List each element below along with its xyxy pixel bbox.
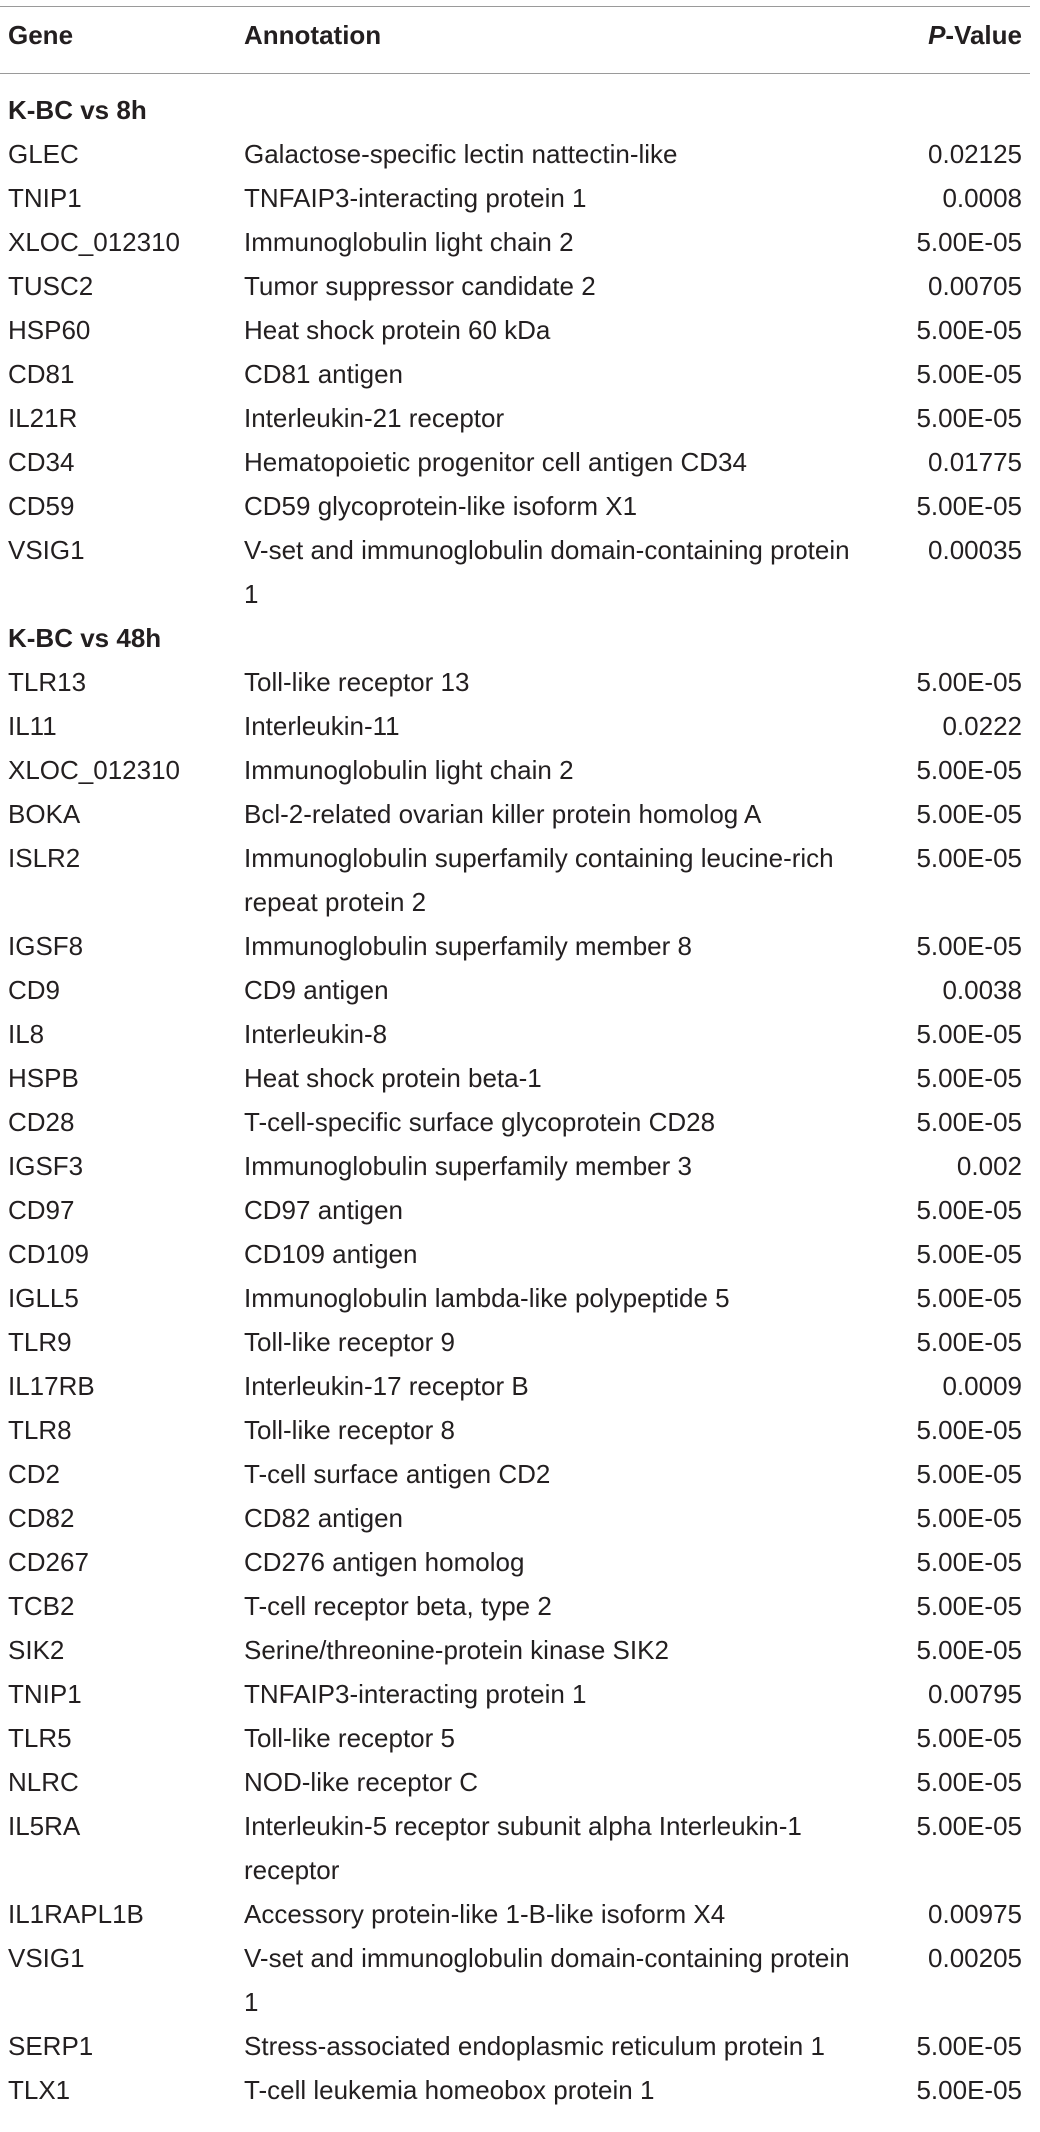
annotation-cell: CD276 antigen homolog [244, 1547, 525, 1577]
table-row [0, 132, 1030, 176]
gene-cell: IGSF8 [8, 931, 84, 961]
table-row [0, 1408, 1030, 1452]
gene-cell: CD82 [8, 1503, 75, 1533]
pvalue-cell: 5.00E-05 [916, 1239, 1022, 1269]
gene-cell: TLX1 [8, 2075, 71, 2105]
header-bottom-rule [0, 73, 1030, 74]
section-heading: K-BC vs 8h [8, 95, 147, 125]
annotation-cell: Heat shock protein beta-1 [244, 1063, 542, 1093]
gene-cell: IL21R [8, 403, 78, 433]
annotation-cell: CD59 glycoprotein-like isoform X1 [244, 491, 638, 521]
gene-cell: CD28 [8, 1107, 75, 1137]
annotation-cell: CD82 antigen [244, 1503, 403, 1533]
annotation-cell: V-set and immunoglobulin domain-containing protein 1 [244, 1943, 850, 2017]
annotation-cell: T-cell leukemia homeobox protein 1 [244, 2075, 655, 2105]
table-row [0, 1936, 1030, 2024]
pvalue-cell: 5.00E-05 [916, 1635, 1022, 1665]
pvalue-cell: 0.0038 [942, 975, 1022, 1005]
gene-cell: BOKA [8, 799, 81, 829]
annotation-cell: Interleukin-17 receptor B [244, 1371, 529, 1401]
annotation-cell: CD81 antigen [244, 359, 403, 389]
pvalue-cell: 5.00E-05 [916, 1195, 1022, 1225]
table-top-rule [0, 6, 1030, 7]
table-body [0, 88, 1030, 2112]
pvalue-cell: 0.00795 [928, 1679, 1022, 1709]
table-row [0, 836, 1030, 924]
pvalue-cell: 0.00975 [928, 1899, 1022, 1929]
table-row [0, 352, 1030, 396]
gene-cell: IL17RB [8, 1371, 95, 1401]
gene-cell: IGLL5 [8, 1283, 79, 1313]
annotation-cell: T-cell-specific surface glycoprotein CD28 [244, 1107, 716, 1137]
pvalue-cell: 5.00E-05 [916, 755, 1022, 785]
table-row [0, 1012, 1030, 1056]
pvalue-cell: 0.002 [956, 1151, 1022, 1181]
table-row [0, 1144, 1030, 1188]
gene-cell: IL1RAPL1B [8, 1899, 144, 1929]
gene-cell: HSP60 [8, 315, 91, 345]
pvalue-cell: 0.02125 [928, 139, 1022, 169]
pvalue-cell: 5.00E-05 [916, 1019, 1022, 1049]
pvalue-cell: 5.00E-05 [916, 403, 1022, 433]
gene-cell: IL5RA [8, 1811, 81, 1841]
pvalue-cell: 5.00E-05 [916, 1591, 1022, 1621]
gene-cell: CD267 [8, 1547, 89, 1577]
gene-cell: CD34 [8, 447, 75, 477]
gene-cell: IGSF3 [8, 1151, 84, 1181]
gene-cell: CD9 [8, 975, 61, 1005]
pvalue-cell: 5.00E-05 [916, 2031, 1022, 2061]
annotation-cell: NOD-like receptor C [244, 1767, 479, 1797]
annotation-cell: Galactose-specific lectin nattectin-like [244, 139, 678, 169]
annotation-cell: V-set and immunoglobulin domain-containing protein 1 [244, 535, 850, 609]
gene-cell: SIK2 [8, 1635, 65, 1665]
header-annotation: Annotation [244, 20, 382, 50]
pvalue-cell: 0.0222 [942, 711, 1022, 741]
header-pvalue-rest: -Value [945, 20, 1022, 50]
gene-cell: TNIP1 [8, 183, 82, 213]
table-row [0, 484, 1030, 528]
gene-cell: CD81 [8, 359, 75, 389]
annotation-cell: T-cell surface antigen CD2 [244, 1459, 551, 1489]
table-row [0, 264, 1030, 308]
annotation-cell: Immunoglobulin superfamily containing leucine-rich repeat protein 2 [244, 843, 834, 917]
table-row [0, 308, 1030, 352]
annotation-cell: Toll-like receptor 9 [244, 1327, 455, 1357]
gene-cell: VSIG1 [8, 1943, 85, 1973]
table-row [0, 1804, 1030, 1892]
gene-cell: TCB2 [8, 1591, 75, 1621]
table-row [0, 2068, 1030, 2112]
table-row [0, 1188, 1030, 1232]
annotation-cell: Immunoglobulin superfamily member 8 [244, 931, 692, 961]
annotation-cell: Bcl-2-related ovarian killer protein homolog A [244, 799, 762, 829]
pvalue-cell: 5.00E-05 [916, 1547, 1022, 1577]
gene-cell: GLEC [8, 139, 79, 169]
annotation-cell: Heat shock protein 60 kDa [244, 315, 551, 345]
pvalue-cell: 5.00E-05 [916, 2075, 1022, 2105]
gene-cell: XLOC_012310 [8, 755, 181, 785]
pvalue-cell: 0.0008 [942, 183, 1022, 213]
pvalue-cell: 0.01775 [928, 447, 1022, 477]
pvalue-cell: 5.00E-05 [916, 491, 1022, 521]
section-heading: K-BC vs 48h [8, 623, 162, 653]
annotation-cell: Stress-associated endoplasmic reticulum protein 1 [244, 2031, 825, 2061]
gene-cell: XLOC_012310 [8, 227, 181, 257]
annotation-cell: TNFAIP3-interacting protein 1 [244, 183, 587, 213]
table-row [0, 1364, 1030, 1408]
annotation-cell: CD9 antigen [244, 975, 389, 1005]
pvalue-cell: 5.00E-05 [916, 1415, 1022, 1445]
gene-cell: CD109 [8, 1239, 89, 1269]
pvalue-cell: 5.00E-05 [916, 1503, 1022, 1533]
table-row [0, 528, 1030, 616]
table-row [0, 924, 1030, 968]
pvalue-cell: 5.00E-05 [916, 1283, 1022, 1313]
gene-cell: TLR13 [8, 667, 87, 697]
annotation-cell: Immunoglobulin light chain 2 [244, 227, 574, 257]
pvalue-cell: 5.00E-05 [916, 315, 1022, 345]
header-gene: Gene [8, 20, 74, 50]
table-row [0, 2024, 1030, 2068]
annotation-cell: Interleukin-8 [244, 1019, 388, 1049]
gene-cell: ISLR2 [8, 843, 81, 873]
gene-cell: IL11 [8, 711, 57, 741]
table-row [0, 1056, 1030, 1100]
pvalue-cell: 5.00E-05 [916, 1459, 1022, 1489]
table-row [0, 1232, 1030, 1276]
table-row [0, 176, 1030, 220]
annotation-cell: Accessory protein-like 1-B-like isoform X4 [244, 1899, 726, 1929]
annotation-cell: CD97 antigen [244, 1195, 403, 1225]
annotation-cell: T-cell receptor beta, type 2 [244, 1591, 552, 1621]
pvalue-cell: 5.00E-05 [916, 227, 1022, 257]
table-row [0, 792, 1030, 836]
table-row [0, 1100, 1030, 1144]
annotation-cell: Toll-like receptor 13 [244, 667, 470, 697]
pvalue-cell: 5.00E-05 [916, 1063, 1022, 1093]
annotation-cell: Hematopoietic progenitor cell antigen CD34 [244, 447, 747, 477]
pvalue-cell: 5.00E-05 [916, 359, 1022, 389]
table-row [0, 1628, 1030, 1672]
annotation-cell: Interleukin-11 [244, 711, 400, 741]
annotation-cell: TNFAIP3-interacting protein 1 [244, 1679, 587, 1709]
table-row [0, 1760, 1030, 1804]
table-row [0, 660, 1030, 704]
pvalue-cell: 5.00E-05 [916, 667, 1022, 697]
table-row [0, 1892, 1030, 1936]
annotation-cell: Toll-like receptor 8 [244, 1415, 455, 1445]
annotation-cell: Immunoglobulin superfamily member 3 [244, 1151, 692, 1181]
gene-cell: TUSC2 [8, 271, 94, 301]
table-row [0, 748, 1030, 792]
annotation-cell: CD109 antigen [244, 1239, 418, 1269]
table-row [0, 440, 1030, 484]
table-row [0, 968, 1030, 1012]
gene-cell: CD97 [8, 1195, 75, 1225]
gene-cell: CD59 [8, 491, 75, 521]
gene-cell: NLRC [8, 1767, 79, 1797]
table-row [0, 1452, 1030, 1496]
annotation-cell: Immunoglobulin light chain 2 [244, 755, 574, 785]
pvalue-cell: 5.00E-05 [916, 843, 1022, 873]
table-row [0, 1496, 1030, 1540]
gene-cell: IL8 [8, 1019, 45, 1049]
pvalue-cell: 0.00035 [928, 535, 1022, 565]
gene-cell: VSIG1 [8, 535, 85, 565]
header-pvalue [928, 20, 1022, 51]
pvalue-cell: 5.00E-05 [916, 1327, 1022, 1357]
header-pvalue-italic: P [928, 20, 946, 50]
pvalue-cell: 0.0009 [942, 1371, 1022, 1401]
pvalue-cell: 5.00E-05 [916, 931, 1022, 961]
gene-cell: SERP1 [8, 2031, 94, 2061]
gene-cell: CD2 [8, 1459, 61, 1489]
table-row [0, 1672, 1030, 1716]
pvalue-cell: 5.00E-05 [916, 1811, 1022, 1841]
annotation-cell: Tumor suppressor candidate 2 [244, 271, 596, 301]
table-row [0, 1540, 1030, 1584]
table-row [0, 396, 1030, 440]
table-row [0, 704, 1030, 748]
gene-cell: TLR5 [8, 1723, 72, 1753]
annotation-cell: Interleukin-21 receptor [244, 403, 505, 433]
table-row [0, 1716, 1030, 1760]
annotation-cell: Interleukin-5 receptor subunit alpha Interleukin-1 receptor [244, 1811, 802, 1885]
pvalue-cell: 5.00E-05 [916, 1107, 1022, 1137]
table-row [0, 1320, 1030, 1364]
gene-cell: HSPB [8, 1063, 79, 1093]
gene-cell: TLR8 [8, 1415, 72, 1445]
gene-cell: TNIP1 [8, 1679, 82, 1709]
annotation-cell: Immunoglobulin lambda-like polypeptide 5 [244, 1283, 730, 1313]
annotation-cell: Serine/threonine-protein kinase SIK2 [244, 1635, 669, 1665]
table-header [0, 20, 1030, 64]
pvalue-cell: 5.00E-05 [916, 1767, 1022, 1797]
table-row [0, 220, 1030, 264]
pvalue-cell: 5.00E-05 [916, 799, 1022, 829]
pvalue-cell: 5.00E-05 [916, 1723, 1022, 1753]
table-row [0, 1276, 1030, 1320]
pvalue-cell: 0.00705 [928, 271, 1022, 301]
pvalue-cell: 0.00205 [928, 1943, 1022, 1973]
annotation-cell: Toll-like receptor 5 [244, 1723, 455, 1753]
gene-cell: TLR9 [8, 1327, 72, 1357]
table-row [0, 1584, 1030, 1628]
